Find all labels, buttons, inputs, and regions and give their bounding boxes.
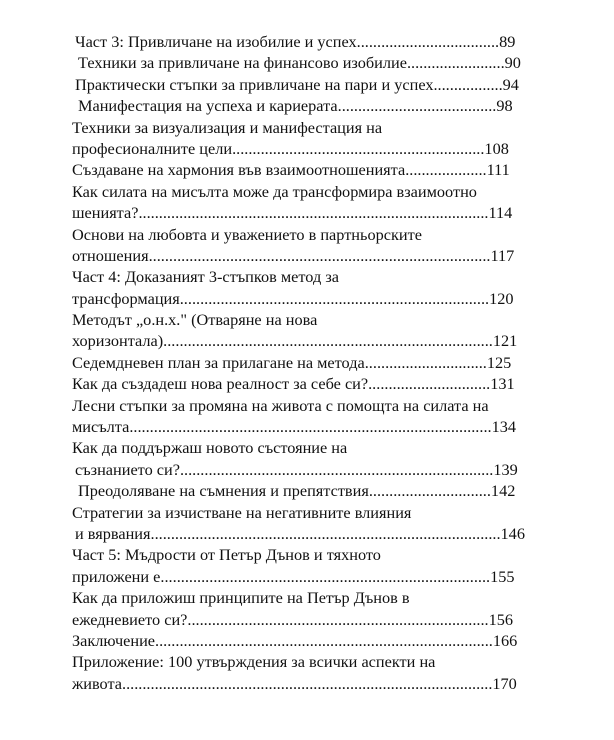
- toc-line: Методът „о.н.х." (Отваряне на нова: [72, 310, 318, 330]
- toc-line: отношения....................................................................................117: [72, 245, 515, 265]
- toc-line: Техники за визуализация и манифестация на: [72, 117, 383, 137]
- toc-line: съзнанието си?.............................................................................139: [75, 459, 518, 479]
- toc-line: Манифестация на успеха и кариерата.......................................98: [78, 96, 513, 116]
- toc-line: Техники за привличане на финансово изобилие........................90: [78, 53, 521, 73]
- toc-line: Как да създадеш нова реалност за себе си?..............................131: [72, 374, 515, 394]
- toc-line: и вярвания......................................................................................146: [75, 523, 525, 543]
- toc-line: хоризонтала).................................................................................121: [72, 331, 518, 351]
- toc-line: Заключение...................................................................................166: [72, 630, 518, 650]
- toc-line: приложени е.................................................................................155: [72, 566, 515, 586]
- toc-line: Част 5: Мъдрости от Петър Дънов и тяхното: [72, 545, 381, 565]
- toc-line: Практически стъпки за привличане на пари и успех.................94: [75, 74, 519, 94]
- toc-line: професионалните цели..............................................................108: [72, 138, 509, 158]
- toc-line: живота...........................................................................................170: [72, 673, 517, 693]
- toc-line: Как силата на мисълта може да трансформира взаимоотно: [72, 181, 477, 201]
- toc-line: Стратегии за изчистване на негативните влияния: [72, 502, 412, 522]
- toc-line: Как да поддържаш новото състояние на: [72, 438, 348, 458]
- table-of-contents: [72, 31, 532, 694]
- toc-line: Част 3: Привличане на изобилие и успех...................................89: [75, 32, 516, 51]
- toc-line: Лесни стъпки за промяна на живота с помощта на силата на: [72, 395, 489, 415]
- toc-line: мисълта.........................................................................................134: [72, 417, 517, 437]
- toc-line: Основи на любовта и уважението в партньорските: [72, 224, 422, 244]
- toc-line: Преодоляване на съмнения и препятствия..............................142: [78, 481, 516, 501]
- toc-line: Приложение: 100 утвърждения за всички аспекти на: [72, 652, 436, 672]
- toc-line: Част 4: Доказаният 3-стъпков метод за: [72, 267, 339, 287]
- toc-line: Създаване на хармония във взаимоотношенията....................111: [72, 160, 510, 180]
- toc-line: Седемдневен план за прилагане на метода..............................125: [72, 352, 512, 372]
- toc-line: Как да приложиш принципите на Петър Дънов в: [72, 588, 410, 608]
- toc-line: ежедневието си?..........................................................................156: [72, 609, 514, 629]
- toc-line: шенията?......................................................................................114: [72, 203, 513, 223]
- toc-line: трансформация............................................................................120: [72, 288, 514, 308]
